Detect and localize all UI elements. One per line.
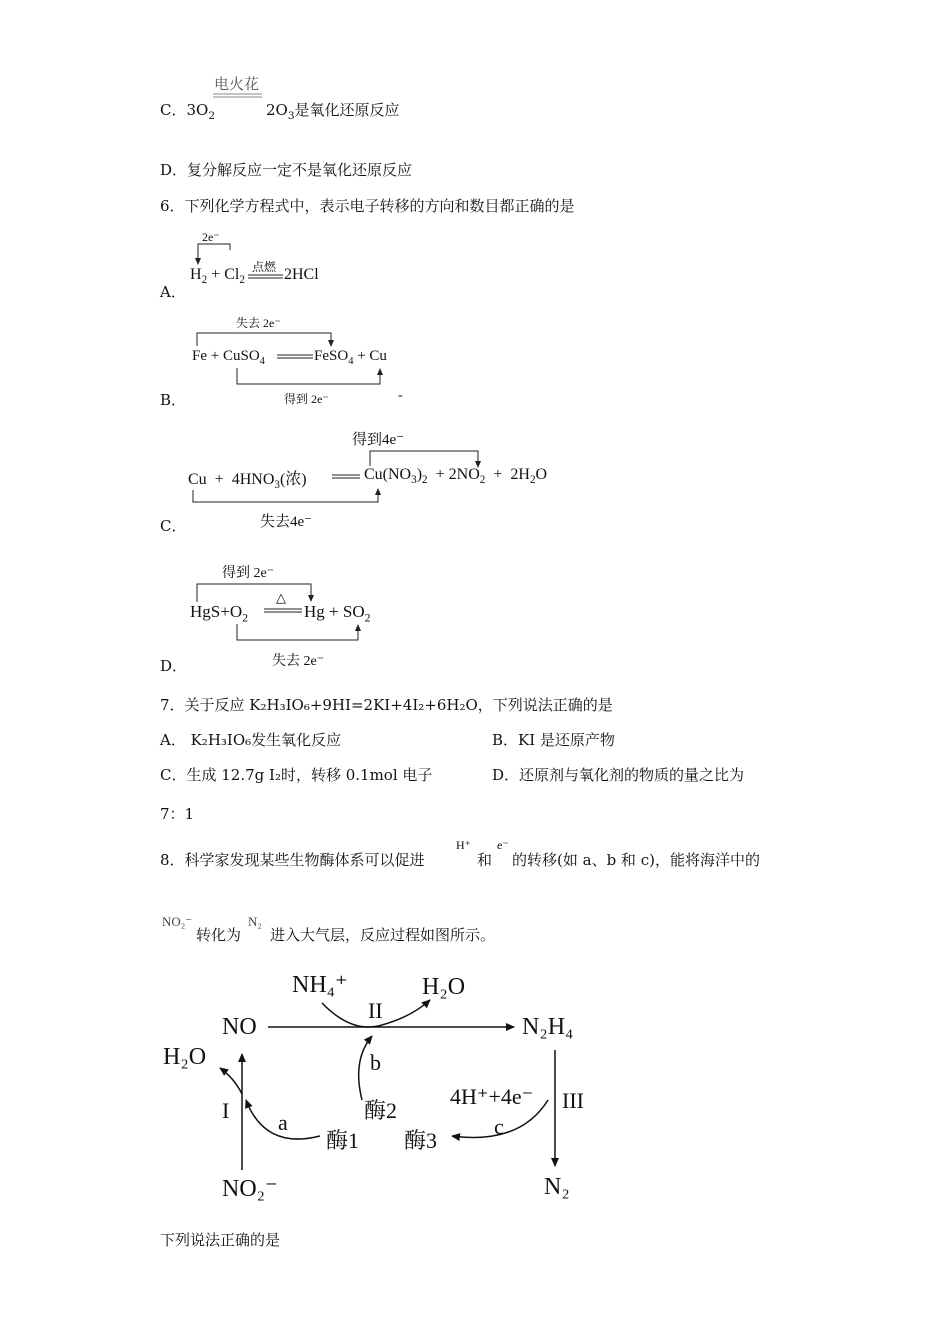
q6-option-a-letter: A．: [160, 283, 186, 301]
electron-gain-label: 得到 2e⁻: [284, 392, 329, 406]
h-plus-label: H⁺: [456, 838, 471, 852]
trailing-mark: -: [398, 388, 403, 403]
hydrazine-label: N₂H₄: [522, 1014, 574, 1040]
n2-label: N₂: [248, 914, 262, 929]
question-8-line-1b: 的转移(如 a、b 和 c)，能将海洋中的: [512, 851, 760, 869]
q6-option-b-letter: B．: [160, 391, 187, 409]
e-minus-label: e⁻: [497, 838, 509, 852]
electron-transfer-label: 2e⁻: [202, 230, 220, 244]
q7-option-b: B．KI 是还原产物: [492, 731, 615, 749]
step-ii-label: II: [368, 998, 383, 1023]
water-left-label: H₂O: [163, 1044, 207, 1070]
electron-gain-label: 得到4e⁻: [352, 432, 405, 448]
q7-option-c: C．生成 12.7g I₂时，转移 0.1mol 电子: [160, 766, 433, 784]
step-c-label: c: [494, 1114, 504, 1139]
q6c-equation-left: $Cu + 4HNO_3$(浓): [188, 471, 307, 492]
q6d-equation-right: $Hg + SO_2$: [304, 602, 371, 625]
step-b-label: b: [370, 1050, 381, 1075]
option-letter: C．: [160, 101, 187, 119]
electron-gain-label: 得到 2e⁻: [222, 566, 275, 581]
enzyme-3-label: 酶3: [404, 1128, 438, 1153]
q6-option-c-letter: C．: [160, 517, 187, 535]
question-8-line-1a: 8．科学家发现某些生物酶体系可以促进: [160, 851, 425, 869]
q7-option-d: D．还原剂与氧化剂的物质的量之比为: [492, 766, 745, 784]
nitrite-diagram-label: NO₂⁻: [222, 1176, 278, 1202]
q7-option-a: A． K₂H₃IO₆发生氧化反应: [160, 731, 342, 749]
step-iii-label: III: [562, 1088, 584, 1113]
q6b-equation-left: Fe + CuSO$_4$: [192, 348, 265, 367]
question-8-line-2a: 转化为: [196, 926, 242, 944]
nitrogen-label: N₂: [544, 1174, 570, 1200]
enzyme-2-label: 酶2: [364, 1098, 398, 1123]
step-i-label: I: [222, 1098, 230, 1123]
and-text: 和: [477, 851, 493, 869]
q6-option-d-letter: D．: [160, 657, 188, 675]
reactant: $3O_2$: [186, 101, 216, 122]
water-top-label: H₂O: [422, 974, 466, 1000]
proton-electron-label: 4H⁺+4e⁻: [450, 1084, 534, 1109]
q6d-equation-left: $HgS+O_2$: [190, 602, 249, 625]
ammonium-label: NH₄⁺: [292, 972, 348, 998]
step-a-label: a: [278, 1110, 288, 1135]
question-6-stem: 6．下列化学方程式中，表示电子转移的方向和数目都正确的是: [160, 197, 575, 215]
q6b-equation-right: FeSO$_4$ + Cu: [314, 348, 387, 367]
arrow-to-h2o-left: [220, 1068, 242, 1094]
q6a-product: 2HCl: [284, 266, 319, 283]
q6a-equation: $H_2 + Cl_2$: [190, 266, 245, 287]
q6c-equation-right: $Cu(NO_3)_2 + 2NO_2 + 2H_2O$: [364, 466, 548, 487]
question-7-stem: 7．关于反应 K₂H₃IO₆+9HI=2KI+4I₂+6H₂O，下列说法正确的是: [160, 696, 613, 714]
electron-loss-label: 失去4e⁻: [260, 514, 313, 530]
q5-option-d: D．复分解反应一定不是氧化还原反应: [160, 161, 413, 179]
enzyme-1-label: 酶1: [326, 1128, 360, 1153]
reaction-condition: △: [276, 590, 286, 605]
electron-loss-label: 失去 2e⁻: [272, 654, 325, 669]
question-8-line-2b: 进入大气层，反应过程如图所示。: [270, 926, 496, 944]
nitrite-label: NO₂⁻: [162, 914, 193, 929]
q7-option-d-continued: 7：1: [160, 805, 195, 823]
electron-loss-label: 失去 2e⁻: [236, 316, 281, 330]
question-8-footer: 下列说法正确的是: [160, 1231, 281, 1249]
nitric-oxide-label: NO: [222, 1014, 257, 1040]
reaction-condition: 点燃: [252, 260, 277, 274]
q5c-product: $2O_3$是氧化还原反应: [266, 101, 400, 122]
reaction-condition: 电火花: [214, 75, 260, 93]
